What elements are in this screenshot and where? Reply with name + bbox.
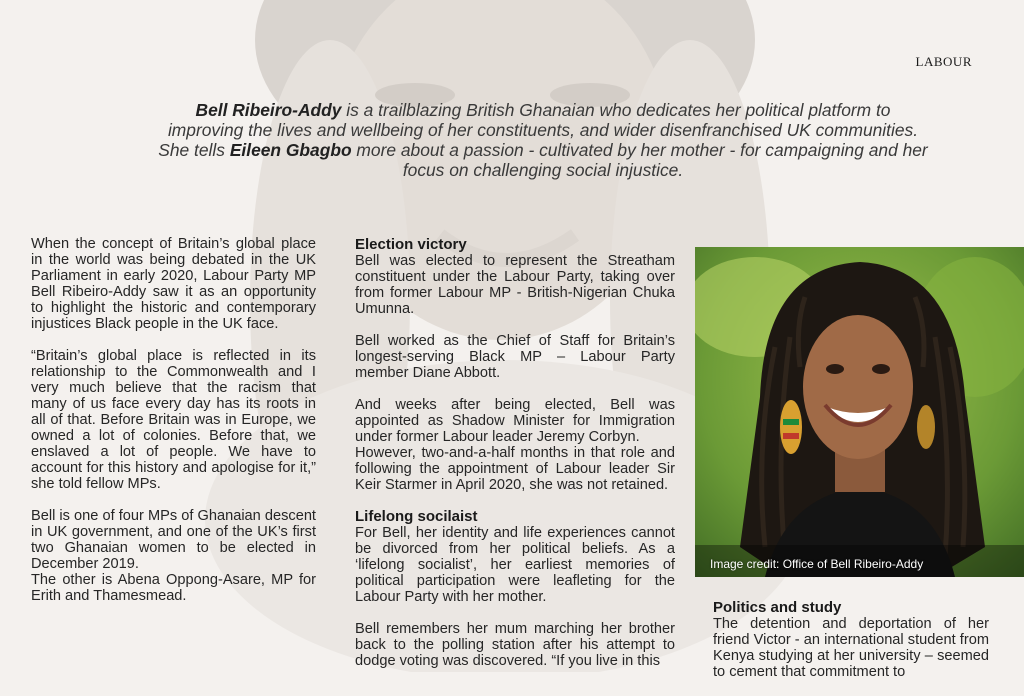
standfirst-text-1: is a trailblazing British Ghanaian who dedicates her political platform to improving the lives and wellbeing of her constituents, and wider disenfranchised UK communities. She tells: [158, 100, 919, 160]
paragraph: For Bell, her identity and life experiences cannot be divorced from her political beliefs. As a ‘lifelong socialist’, her earliest memories of political participation were leafleting for the Labour Party with her mother.: [355, 525, 675, 605]
section-heading: Politics and study: [713, 599, 842, 616]
paragraph: “Britain’s global place is reflected in its relationship to the Commonwealth and I very much believe that the racism that many of us face every day has its roots in all of that. Before Britain was in Europe, we owned a lot of colonies. Before that, we enslaved a lot of people. We have to account for this history and apologise for it,” she told fellow MPs.: [31, 348, 316, 492]
image-credit: Image credit: Office of Bell Ribeiro-Addy: [710, 557, 924, 571]
paragraph: Bell remembers her mum marching her brother back to the polling station after his attempt to dodge voting was discovered. “If you live in this: [355, 621, 675, 669]
paragraph: The detention and deportation of her friend Victor - an international student from Kenya studying at her university – seemed to cement that commitment to: [713, 616, 989, 680]
paragraph: However, two-and-a-half months in that role and following the appointment of Labour leader Sir Keir Starmer in April 2020, she was not retained.: [355, 445, 675, 493]
section-label: LABOUR: [915, 54, 972, 69]
paragraph: The other is Abena Oppong-Asare, MP for Erith and Thamesmead.: [31, 572, 316, 604]
section-heading: Election victory: [355, 236, 467, 253]
author-name: Eileen Gbagbo: [229, 140, 352, 160]
section-heading: Lifelong socilaist: [355, 508, 478, 525]
column-1: [31, 236, 316, 620]
paragraph: And weeks after being elected, Bell was appointed as Shadow Minister for Immigration under former Labour leader Jeremy Corbyn.: [355, 397, 675, 445]
paragraph: Bell worked as the Chief of Staff for Britain’s longest-serving Black MP – Labour Party member Diane Abbott.: [355, 333, 675, 381]
subject-name: Bell Ribeiro-Addy: [195, 100, 342, 120]
portrait-photo: [695, 247, 1024, 577]
column-3: [713, 600, 989, 696]
paragraph: When the concept of Britain’s global place in the world was being debated in the UK Parliament in early 2020, Labour Party MP Bell Ribeiro-Addy saw it as an opportunity to highlight the historic and contemporary injustices Black people in the UK face.: [31, 236, 316, 332]
paragraph: Bell is one of four MPs of Ghanaian descent in UK government, and one of the UK’s first two Ghanaian women to be elected in December 2019.: [31, 508, 316, 572]
column-2: [355, 237, 675, 685]
paragraph: Bell was elected to represent the Streatham constituent under the Labour Party, taking over from former Labour MP - British-Nigerian Chuka Umunna.: [355, 253, 675, 317]
standfirst: [158, 100, 928, 180]
standfirst-text-2: more about a passion - cultivated by her mother - for campaigning and her focus on challenging social injustice.: [351, 140, 928, 180]
